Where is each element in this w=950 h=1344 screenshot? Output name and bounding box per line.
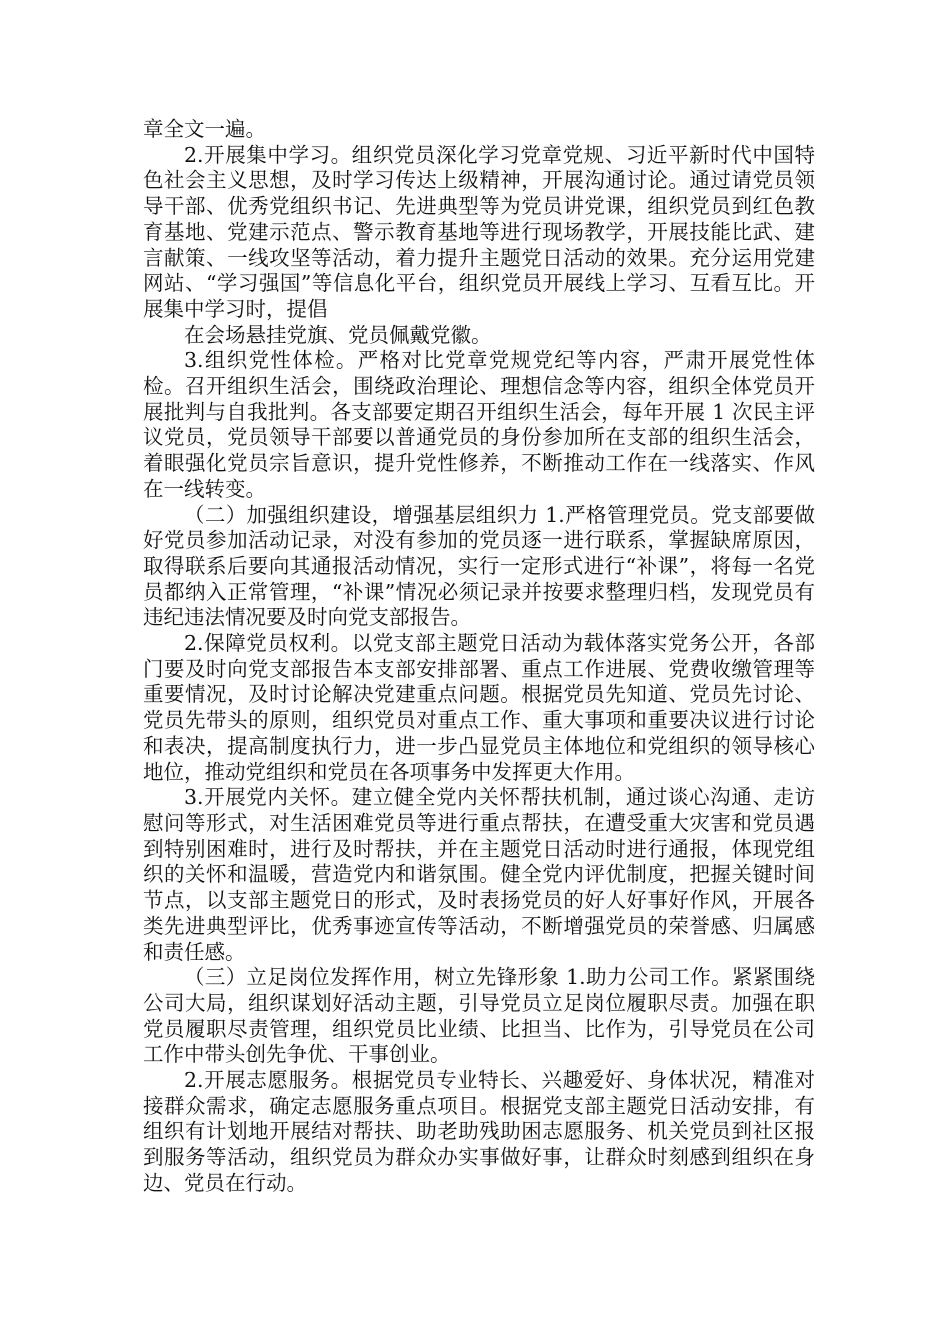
paragraph-party-care: 3.开展党内关怀。建立健全党内关怀帮扶机制，通过谈心沟通、走访慰问等形式，对生活困难党员等进行重点帮扶，在遭受重大灾害和党员遇到特别困难时，进行及时帮扶，并在主题党日活动时进行通报，体现党组织的关怀和温暖，营造党内和谐氛围。健全党内评优制度，把握关键时间节点，以支部主题党日的形式，及时表扬党员的好人好事好作风，开展各类先进典型评比，优秀事迹宣传等活动，不断增强党员的荣誉感、归属感和责任感。 <box>143 785 815 964</box>
paragraph-continuation: 章全文一遍。 <box>143 117 266 141</box>
paragraph-centralized-study: 2.开展集中学习。组织党员深化学习党章党规、习近平新时代中国特色社会主义思想，及时学习传达上级精神，开展沟通讨论。通过请党员领导干部、优秀党组织书记、先进典型等为党员讲党课，组织党员到红色教育基地、党建示范点、警示教育基地等进行现场教学，开展技能比武、建言献策、一线攻坚等活动，着力提升主题党日活动的效果。充分运用党建网站、“学习强国”等信息化平台，组织党员开展线上学习、互看互比。开展集中学习时，提倡 <box>143 142 815 321</box>
paragraph-flag-emblem: 在会场悬挂党旗、党员佩戴党徽。 <box>184 322 492 347</box>
paragraph-party-spirit-check: 3.组织党性体检。严格对比党章党规党纪等内容，严肃开展党性体检。召开组织生活会，围绕政治理论、理想信念等内容，组织全体党员开展批判与自我批判。各支部要定期召开组织生活会，每年开展 1 次民主评议党员，党员领导干部要以普通党员的身份参加所在支部的组织生活会，着眼强化党员宗旨意识，提升党性修养，不断推动工作在一线落实、作风在一线转变。 <box>143 348 815 501</box>
paragraph-pioneer-image: （三）立足岗位发挥作用，树立先锋形象 1.助力公司工作。紧紧围绕公司大局，组织谋划好活动主题，引导党员立足岗位履职尽责。加强在职党员履职尽责管理，组织党员比业绩、比担当、比作为，引导党员在公司工作中带头创先争优、干事创业。 <box>143 965 815 1067</box>
document-body <box>143 117 815 1197</box>
paragraph-organization-building: （二）加强组织建设，增强基层组织力 1.严格管理党员。党支部要做好党员参加活动记录，对没有参加的党员逐一进行联系，掌握缺席原因，取得联系后要向其通报活动情况，实行一定形式进行“补课”，将每一名党员都纳入正常管理，“补课”情况必须记录并按要求整理归档，发现党员有违纪违法情况要及时向党支部报告。 <box>143 502 815 630</box>
paragraph-member-rights: 2.保障党员权利。以党支部主题党日活动为载体落实党务公开，各部门要及时向党支部报告本支部安排部署、重点工作进展、党费收缴管理等重要情况，及时讨论解决党建重点问题。根据党员先知道、党员先讨论、党员先带头的原则，组织党员对重点工作、重大事项和重要决议进行讨论和表决，提高制度执行力，进一步凸显党员主体地位和党组织的领导核心地位，推动党组织和党员在各项事务中发挥更大作用。 <box>143 631 815 784</box>
paragraph-volunteer-service: 2.开展志愿服务。根据党员专业特长、兴趣爱好、身体状况，精准对接群众需求，确定志愿服务重点项目。根据党支部主题党日活动安排，有组织有计划地开展结对帮扶、助老助残助困志愿服务、机关党员到社区报到服务等活动，组织党员为群众办实事做好事，让群众时刻感到组织在身边、党员在行动。 <box>143 1068 815 1195</box>
